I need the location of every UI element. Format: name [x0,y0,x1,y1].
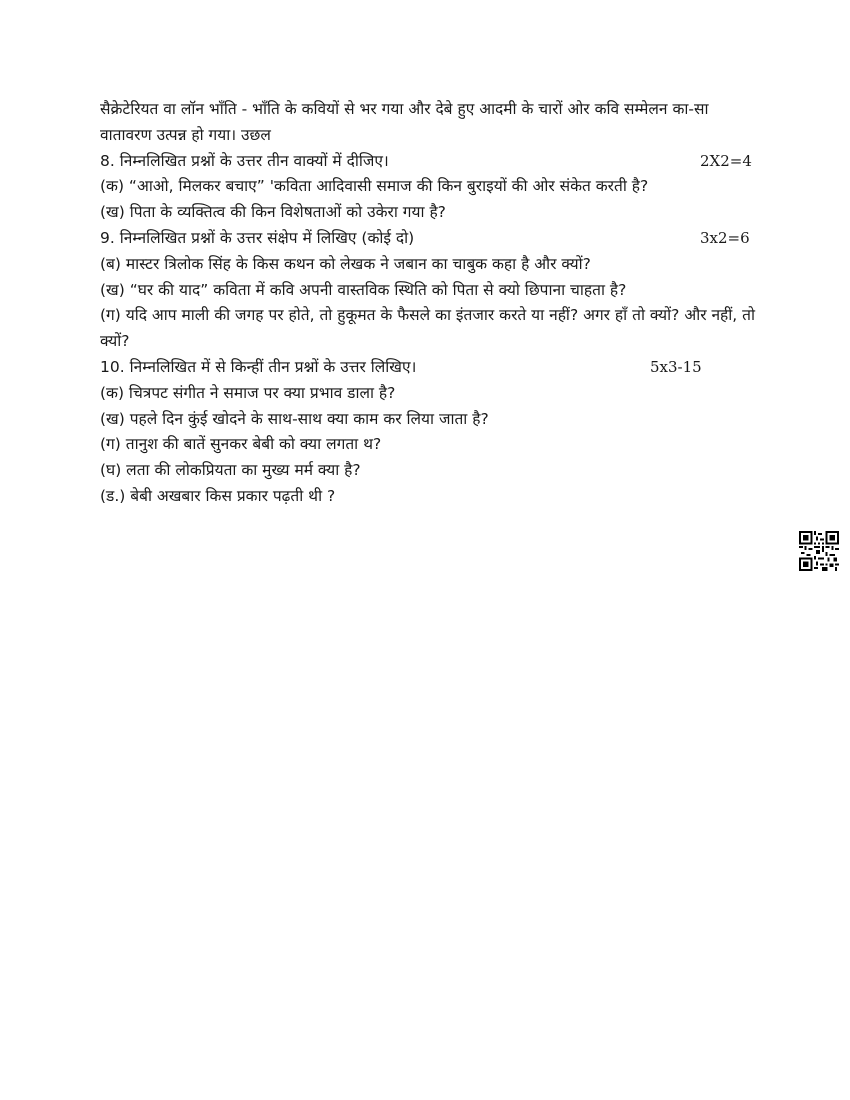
question-8-item-b: (ख) पिता के व्यक्तित्व की किन विशेषताओं को उकेरा गया है? [100,203,446,222]
passage-line-1: सैक्रेटेरियत वा लॉन भाँति - भाँति के कवियों से भर गया और देबे हुए आदमी के चारों ओर कवि सम्मेलन का-सा [100,100,709,118]
passage-line-2: वातावरण उत्पन्न हो गया। उछल [100,125,271,144]
question-9-text: 9. निम्नलिखित प्रश्नों के उत्तर संक्षेप में लिखिए (कोई दो) [100,228,415,247]
question-8-item-a: (क) “आओ, मिलकर बचाए” 'कविता आदिवासी समाज की किन बुराइयों की ओर संकेत करती है? [100,177,649,196]
question-8-text: 8. निम्नलिखित प्रश्नों के उत्तर तीन वाक्यों में दीजिए। [100,151,389,170]
question-8-heading [100,149,785,175]
question-10-item-c: (ग) तानुश की बातें सुनकर बेबी को क्या लगता थ? [100,435,382,454]
question-10-heading [100,355,785,381]
question-9-heading [100,226,785,252]
question-10-item-e: (ड.) बेबी अखबार किस प्रकार पढ़ती थी ? [100,486,336,505]
question-10-text: 10. निम्नलिखित में से किन्हीं तीन प्रश्नों के उत्तर लिखिए। [100,357,417,376]
question-10-marks: 5x3-15 [650,357,702,376]
question-9-item-c: (ग) यदि आप माली की जगह पर होते, तो हुकूमत के फैसले का इंतजार करते या नहीं? अगर हाँ तो क्यों? और नहीं, तो क्यों? [100,306,756,351]
question-9-item-a: (ब) मास्टर त्रिलोक सिंह के किस कथन को लेखक ने जबान का चाबुक कहा है और क्यों? [100,254,591,273]
question-paper-content [100,97,785,510]
question-10-item-b: (ख) पहले दिन कुंई खोदने के साथ-साथ क्या काम कर लिया जाता है? [100,409,489,428]
question-9-item-b: (ख) “घर की याद” कविता में कवि अपनी वास्तविक स्थिति को पिता से क्यो छिपाना चाहता है? [100,280,627,299]
qr-code-icon [799,531,839,571]
question-9-marks: 3x2=6 [700,228,750,247]
question-10-item-a: (क) चित्रपट संगीत ने समाज पर क्या प्रभाव डाला है? [100,383,396,402]
question-8-marks: 2X2=4 [700,151,752,170]
question-10-item-d: (घ) लता की लोकप्रियता का मुख्य मर्म क्या है? [100,461,361,480]
